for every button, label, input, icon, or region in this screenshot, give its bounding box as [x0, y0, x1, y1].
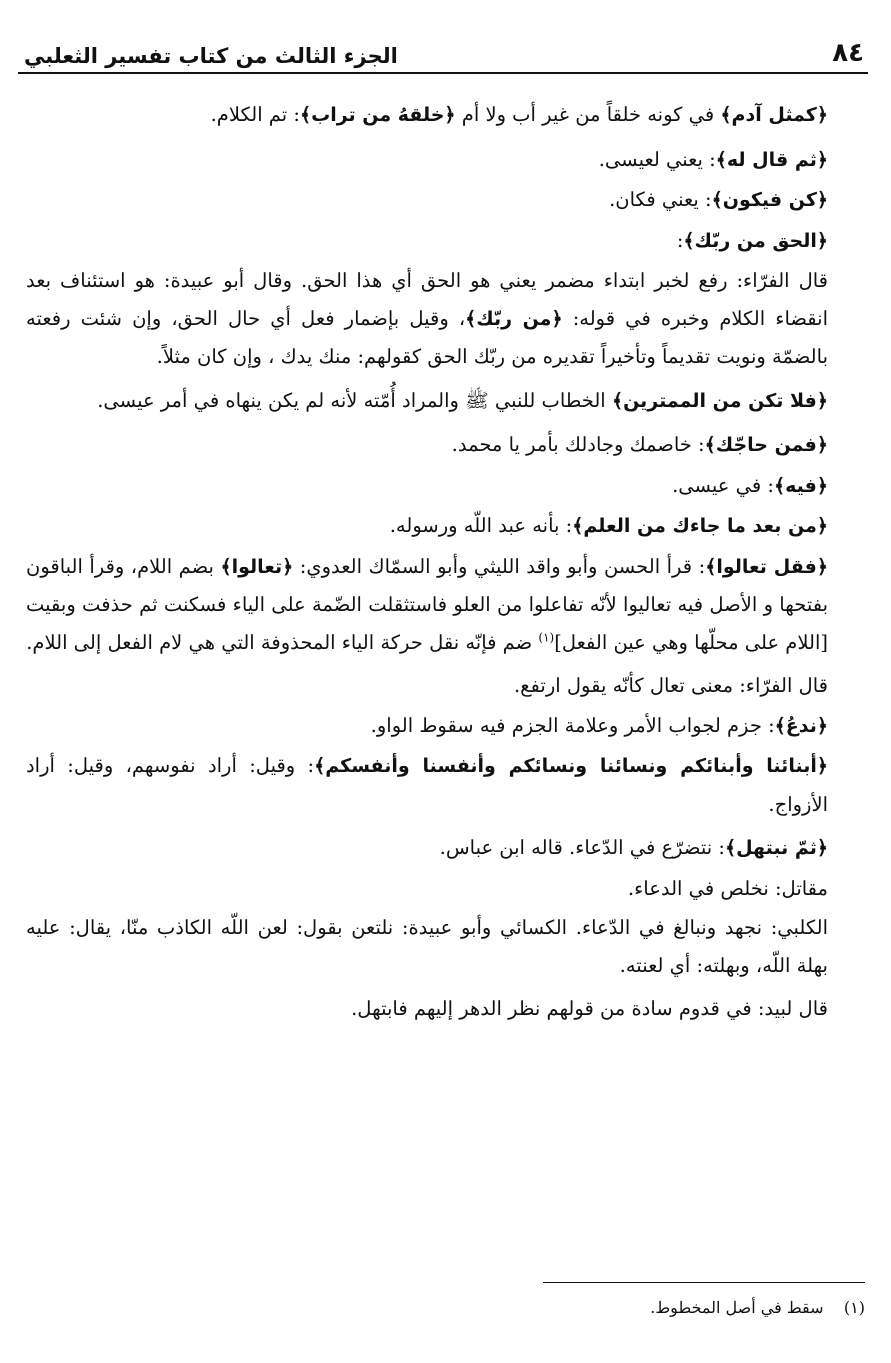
paragraph — [26, 990, 868, 1028]
paragraph — [26, 382, 868, 421]
quran-phrase: ﴿ندعُ﴾ — [774, 714, 828, 737]
paragraph — [26, 96, 868, 135]
quran-phrase: ﴿فيه﴾ — [774, 474, 828, 497]
running-title: الجزء الثالث من كتاب تفسير الثعلبي — [24, 44, 398, 68]
commentary: : بأنه عبد اللّه ورسوله. — [389, 514, 573, 537]
paragraph — [26, 141, 868, 180]
quran-phrase: ﴿من ربّك﴾ — [465, 307, 563, 330]
footnote-text: سقط في أصل المخطوط. — [650, 1298, 824, 1317]
commentary: : نتضرّع في الدّعاء. قاله ابن عباس. — [439, 836, 725, 859]
quran-phrase: ﴿ثمّ نبتهل﴾ — [724, 837, 828, 859]
quran-phrase: ﴿فمن حاجّك﴾ — [704, 434, 828, 456]
footnote — [23, 1296, 865, 1320]
quran-phrase: ﴿كمثل آدم﴾ — [720, 104, 828, 126]
page-number: ٨٤ — [832, 38, 864, 68]
footnote-number: (١) — [843, 1298, 865, 1317]
commentary: : خاصمك وجادلك بأمر يا محمد. — [451, 433, 705, 456]
commentary: قال الفرّاء: رفع لخبر ابتداء مضمر يعني هو الحق أي هذا الحق. وقال أبو عبيدة: هو استئناف بعد انقضاء الكلام وخبره في قوله: — [26, 269, 829, 330]
commentary: الخطاب للنبي ﷺ والمراد أُمّته لأنه لم يكن ينهاه في أمر عيسى. — [97, 388, 612, 412]
paragraph — [26, 467, 868, 506]
paragraph — [26, 707, 868, 746]
paragraph — [26, 829, 868, 868]
footnote-divider — [543, 1282, 865, 1283]
commentary: : تم الكلام. — [210, 103, 300, 126]
quran-phrase: ﴿أبنائنا وأبنائكم ونسائنا ونسائكم وأنفسنا وأنفسكم﴾ — [314, 755, 828, 777]
commentary: : يعني لعيسى. — [598, 147, 716, 171]
main-text — [26, 96, 868, 1034]
commentary: ضم فإنّه نقل حركة الياء المحذوفة التي هي لام الفعل إلى اللام. — [26, 630, 539, 654]
commentary: : جزم لجواب الأمر وعلامة الجزم فيه سقوط الواو. — [370, 713, 775, 737]
commentary: : في عيسى. — [672, 473, 774, 497]
paragraph — [26, 747, 868, 823]
commentary: بضم اللام، وقرأ الباقون بفتحها و الأصل فيه تعاليوا لأنّه تفاعلوا من العلو فاستثقلت الضّمة على الياء فسكنت ثم حذفت وبقيت [اللام على محلّها وهي عين الفعل] — [26, 554, 828, 654]
quran-phrase: ﴿من بعد ما جاءك من العلم﴾ — [572, 515, 828, 537]
paragraph — [26, 262, 868, 376]
commentary: الكلبي: نجهد ونبالغ في الدّعاء. الكسائي وأبو عبيدة: نلتعن بقول: لعن اللّه الكاذب منّا، يقال: عليه بهلة اللّه، وبهلته: أي لعنته. — [26, 916, 828, 977]
paragraph — [26, 181, 868, 220]
paragraph — [26, 548, 868, 662]
commentary: : — [676, 228, 684, 252]
footnote-marker: (١) — [538, 630, 555, 644]
commentary: قال لبيد: في قدوم سادة من قولهم نظر الدهر إليهم فابتهل. — [351, 997, 828, 1020]
paragraph — [26, 909, 868, 984]
commentary: في كونه خلقاً من غير أب ولا أم — [455, 103, 721, 126]
commentary: قال الفرّاء: معنى تعال كأنّه يقول ارتفع. — [513, 674, 828, 697]
quran-phrase: ﴿الحق من ربّك﴾ — [683, 229, 828, 252]
commentary: : يعني فكان. — [609, 188, 712, 211]
commentary: ، وقيل بإضمار فعل أي حال الحق، وإن شئت رفعته بالضمّة ونويت تقديماً وتأخيراً تقديره من ربّك الحق كقولهم: منك يدك ، وإن كان مثلاً. — [26, 306, 828, 368]
paragraph — [26, 507, 868, 546]
quran-phrase: ﴿تعالوا﴾ — [220, 555, 294, 578]
commentary: مقاتل: نخلص في الدعاء. — [627, 876, 828, 900]
quran-phrase: ﴿فلا تكن من الممترين﴾ — [611, 389, 828, 412]
page-header — [18, 38, 868, 74]
quran-phrase: ﴿فقل تعالوا﴾ — [705, 555, 828, 578]
paragraph — [26, 870, 868, 908]
commentary: : قرأ الحسن وأبو واقد الليثي وأبو السمّاك العدوي: — [293, 554, 706, 578]
quran-phrase: ﴿كن فيكون﴾ — [711, 189, 828, 211]
quran-phrase: ﴿ثم قال له﴾ — [715, 148, 828, 171]
paragraph — [26, 222, 868, 261]
paragraph — [26, 426, 868, 465]
quran-phrase: ﴿خلقهُ من تراب﴾ — [300, 104, 456, 126]
paragraph — [26, 667, 868, 705]
commentary: : وقيل: أراد نفوسهم، وقيل: أراد الأزواج. — [26, 754, 828, 816]
